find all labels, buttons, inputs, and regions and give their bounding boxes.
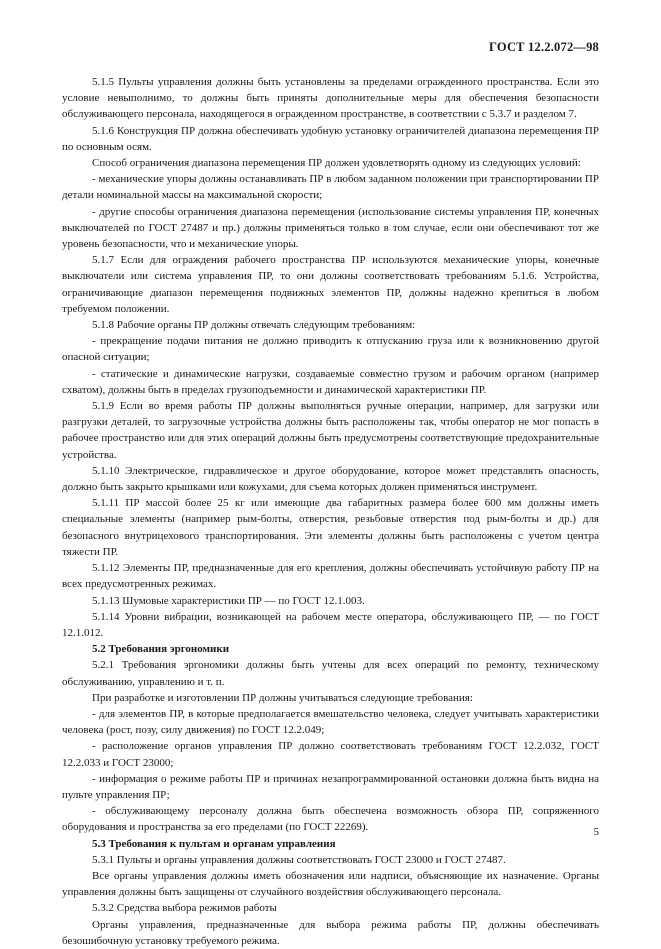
list-item-controls-layout: - расположение органов управления ПР должно соответствовать требованиям ГОСТ 12.2.032, ГОСТ 12.2.033 и ГОСТ 23000; [62, 740, 599, 769]
paragraph-5-1-13: 5.1.13 Шумовые характеристики ПР — по ГОСТ 12.1.003. [92, 594, 365, 607]
paragraph-5-1-12: 5.1.12 Элементы ПР, предназначенные для его крепления, должны обеспечивать устойчивую работу ПР на всех предусмотренных режимах. [62, 562, 599, 591]
page-number: 5 [593, 826, 599, 838]
section-heading-5-3: 5.3 Требования к пультам и органам управления [92, 837, 336, 850]
paragraph-mode-selection: Органы управления, предназначенные для выбора режима работы ПР, должны обеспечивать безошибочную установку требуемого режима. [62, 918, 599, 947]
paragraph-5-1-14: 5.1.14 Уровни вибрации, возникающей на рабочем месте оператора, обслуживающего ПР, — по ГОСТ 12.1.012. [62, 610, 599, 639]
paragraph-range-method: Способ ограничения диапазона перемещения ПР должен удовлетворять одному из следующих условий: [92, 157, 581, 170]
paragraph-controls-labels: Все органы управления должны иметь обозначения или надписи, объясняющие их назначение. Органы управления должны быть защищены от случайного воздействия обслуживающего персонала. [62, 869, 599, 899]
paragraph-5-3-1: 5.3.1 Пульты и органы управления должны соответствовать ГОСТ 23000 и ГОСТ 27487. [92, 853, 506, 866]
paragraph-5-2-1: 5.2.1 Требования эргономики должны быть учтены для всех операций по ремонту, техническому обслуживанию, управлению и т. п. [62, 659, 599, 688]
paragraph-design-requirements: При разработке и изготовлении ПР должны учитываться следующие требования: [92, 691, 473, 704]
list-item-visibility: - обслуживающему персоналу должна быть обеспечена возможность обзора ПР, сопряженного оборудования и пространства за его пределами (по ГОСТ 22269). [62, 805, 599, 834]
paragraph-5-1-9: 5.1.9 Если во время работы ПР должны выполняться ручные операции, например, для загрузки или разгрузки деталей, то загрузочные устройства должны быть расположены так, чтобы оператор не мог попасть в рабочее пространство или для этих операций должны быть предусмотрены соответствующие предохранительные устройства. [62, 400, 599, 461]
paragraph-5-1-5: 5.1.5 Пульты управления должны быть установлены за пределами огражденного пространства. Если это условие невыполнимо, то должны быть приняты дополнительные меры для обеспечения безопасности обслуживающего персонала, находящегося в огражденном пространстве, в соответствии с 5.3.7 и разделом 7. [62, 76, 599, 121]
list-item-mode-info: - информация о режиме работы ПР и причинах незапрограммированной остановки должна быть видна на пульте управления ПР; [62, 772, 599, 801]
paragraph-5-1-6: 5.1.6 Конструкция ПР должна обеспечивать удобную установку ограничителей диапазона перемещения ПР по основным осям. [62, 124, 599, 153]
paragraph-5-1-11: 5.1.11 ПР массой более 25 кг или имеющие два габаритных размера более 600 мм должны иметь специальные элементы (например рым-болты, отверстия, резьбовые отверстия под рым-болты и др.) для безопасного внутрицехового транспортирования. Эти элементы должны быть расположены с учетом центра тяжести ПР. [62, 497, 599, 558]
paragraph-5-1-8: 5.1.8 Рабочие органы ПР должны отвечать следующим требованиям: [92, 319, 416, 332]
list-item-human-characteristics: - для элементов ПР, в которые предполагается вмешательство человека, следует учитывать характеристики человека (рост, позу, силу движения) по ГОСТ 12.2.049; [62, 707, 599, 737]
document-body [62, 74, 599, 949]
paragraph-5-1-7: 5.1.7 Если для ограждения рабочего пространства ПР используются механические упоры, конечные выключатели или система управления ПР, то они должны соответствовать требованиям 5.1.6. Устройства, ограничивающие диапазон перемещения подвижных элементов ПР, должны надежно крепиться в любом требуемом положении. [62, 254, 599, 315]
list-item-mechanical-stops: - механические упоры должны останавливать ПР в любом заданном положении при транспортировании ПР детали номинальной массы на максимальной скорости; [62, 173, 599, 202]
paragraph-5-3-2: 5.3.2 Средства выбора режимов работы [92, 902, 277, 915]
list-item-power-loss: - прекращение подачи питания не должно приводить к отпусканию груза или к возникновению другой опасной ситуации; [62, 335, 599, 364]
list-item-other-methods: - другие способы ограничения диапазона перемещения (использование системы управления ПР, конечных выключателей по ГОСТ 27487 и пр.) должны применяться только в том случае, если они обеспечивают тот же уровень безопасности, что и механические упоры. [62, 205, 599, 251]
section-heading-5-2: 5.2 Требования эргономики [92, 643, 230, 656]
paragraph-5-1-10: 5.1.10 Электрическое, гидравлическое и другое оборудование, которое может представлять опасность, должно быть закрыто крышками или кожухами, для съема которых должен применяться инструмент. [62, 464, 599, 494]
document-code-header: ГОСТ 12.2.072—98 [489, 40, 599, 54]
list-item-loads: - статические и динамические нагрузки, создаваемые совместно грузом и рабочим органом (например схватом), должны быть в пределах грузоподъемности и динамической характеристики ПР. [62, 367, 599, 396]
